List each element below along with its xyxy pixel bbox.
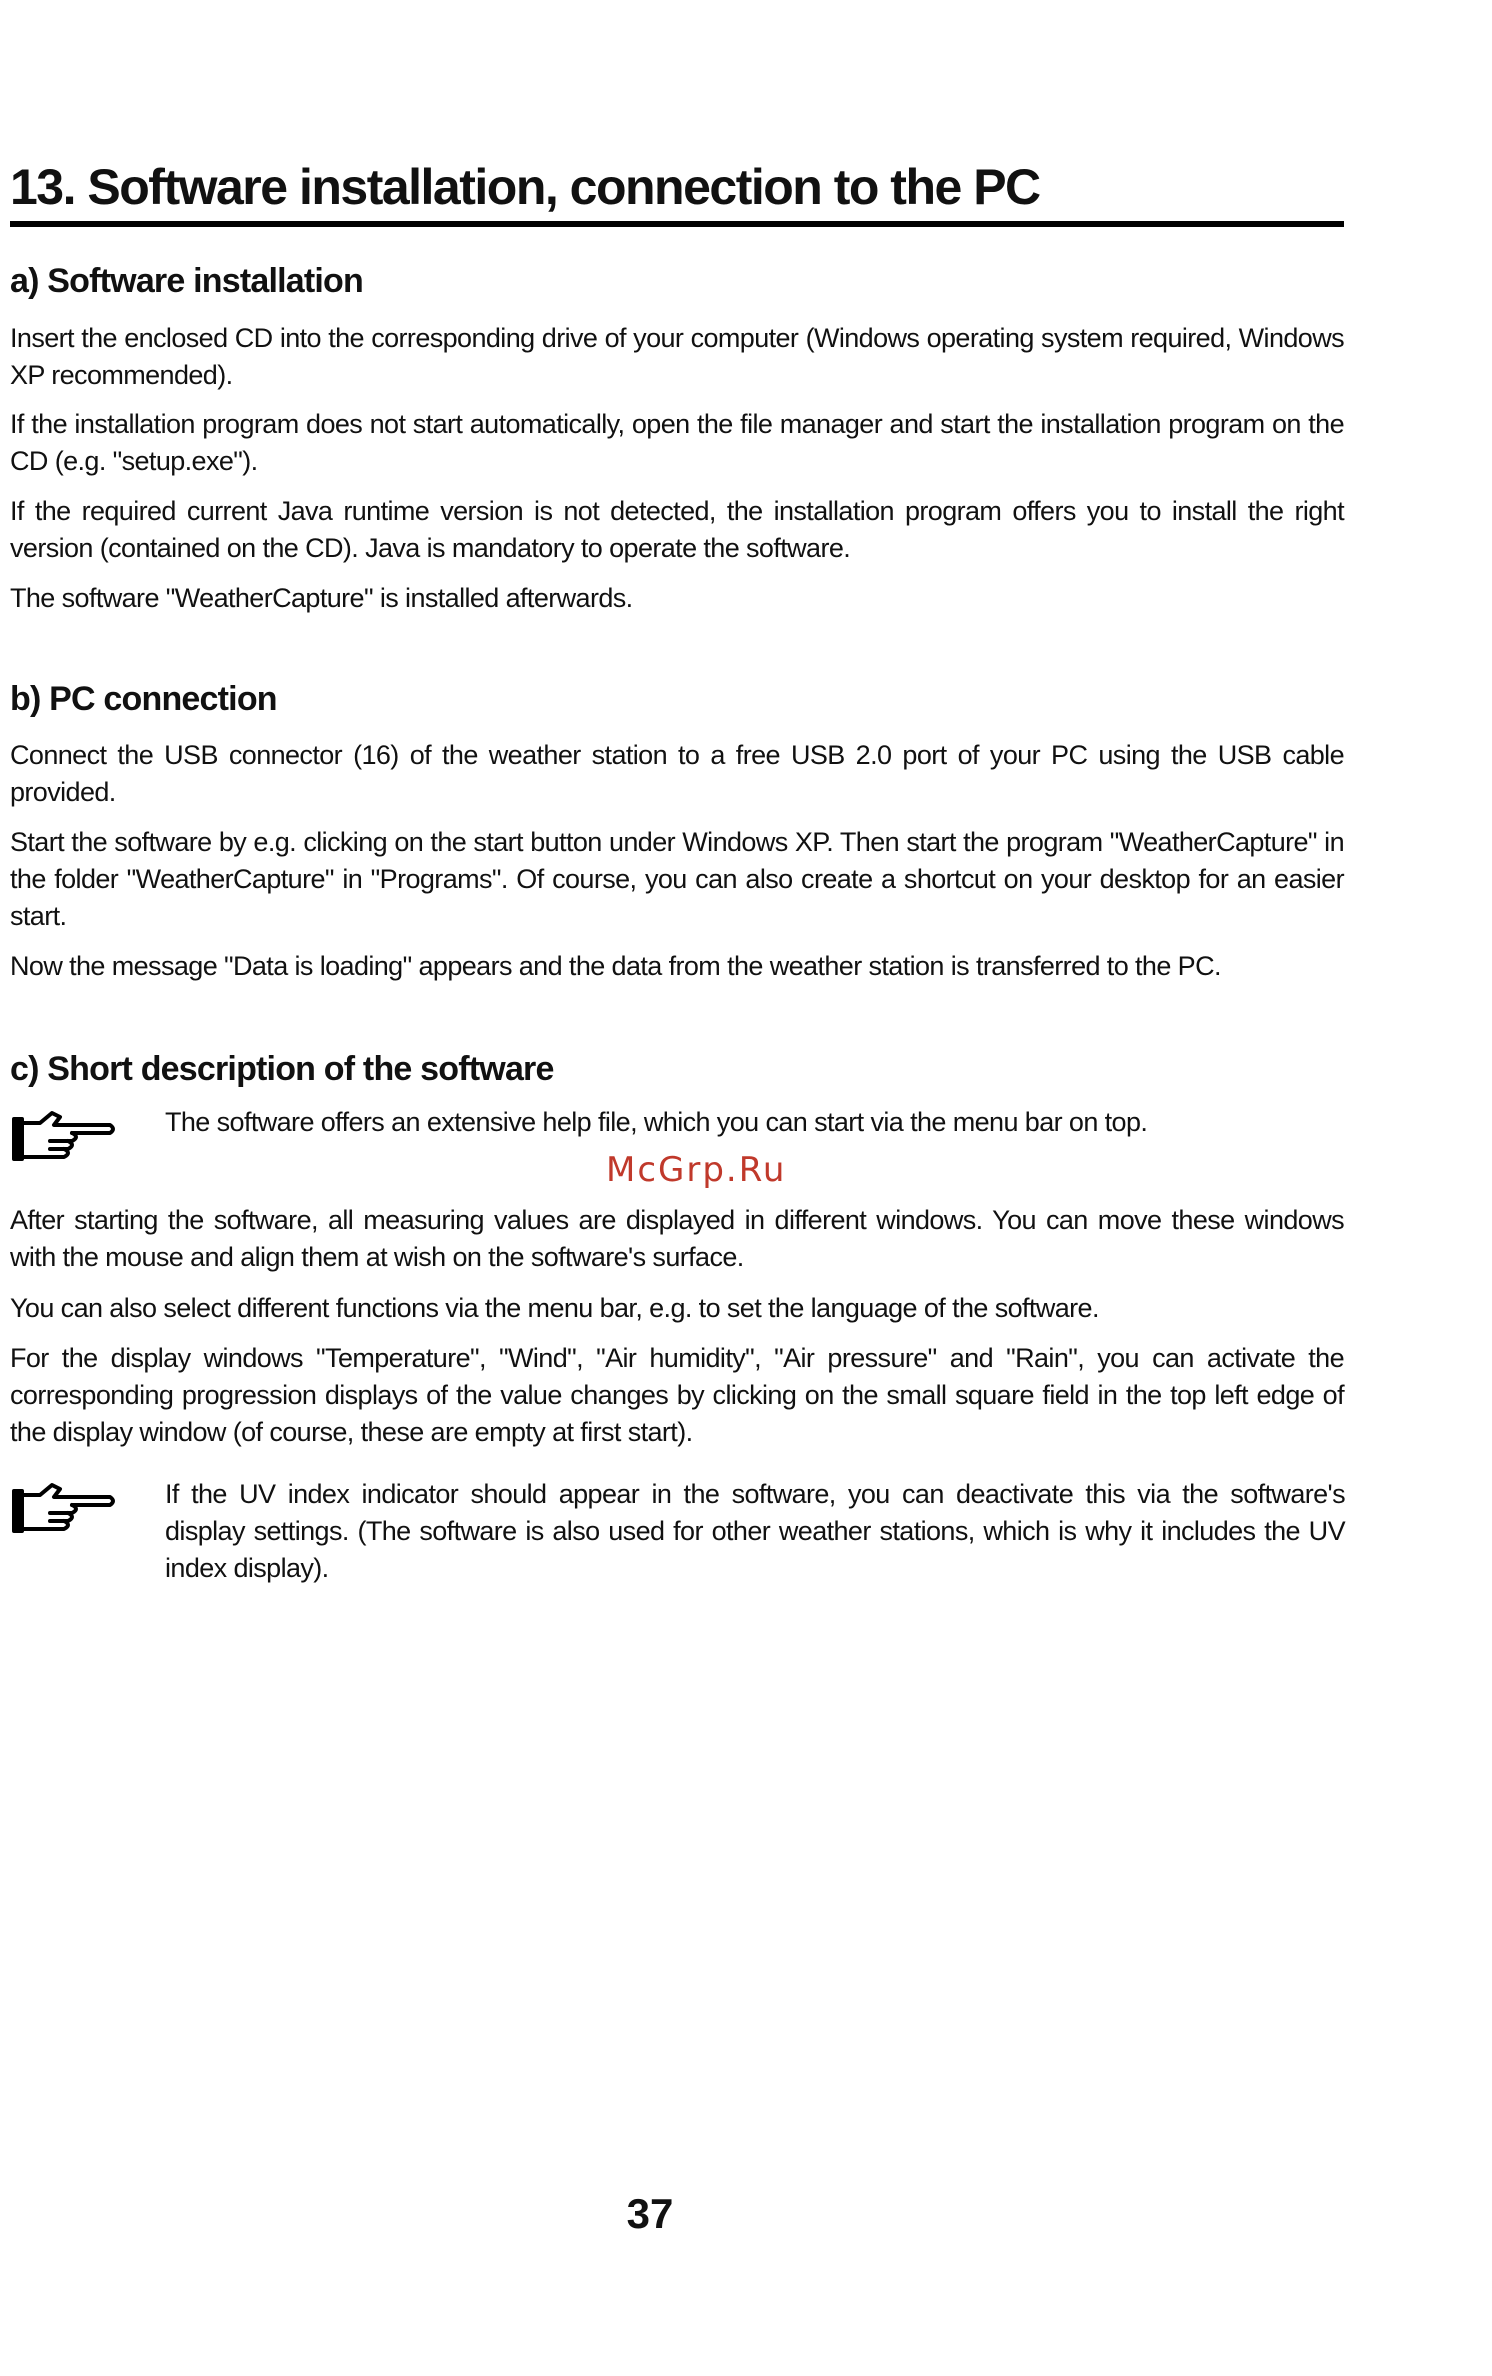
title-rule <box>10 221 1344 227</box>
section-c-paragraph: After starting the software, all measuring values are displayed in different windows. You can move these windows with the mouse and align them at wish on the software's surface. <box>10 1205 1344 1272</box>
section-a-paragraph: Insert the enclosed CD into the corresponding drive of your computer (Windows operating system required, Windows XP recommended). <box>10 323 1344 390</box>
page-number: 37 <box>626 2190 674 2237</box>
section-c-heading: c) Short description of the software <box>10 1050 554 1088</box>
pointing-hand-icon <box>10 1477 118 1537</box>
section-b-paragraph: Connect the USB connector (16) of the weather station to a free USB 2.0 port of your PC using the USB cable provided. <box>10 740 1344 807</box>
watermark: McGrp.Ru <box>606 1150 787 1190</box>
pointing-hand-icon <box>10 1105 118 1165</box>
section-c-paragraph: You can also select different functions via the menu bar, e.g. to set the language of the software. <box>10 1293 1099 1323</box>
note-help-file: The software offers an extensive help file, which you can start via the menu bar on top. <box>165 1107 1148 1137</box>
section-a-paragraph: If the required current Java runtime version is not detected, the installation program offers you to install the right version (contained on the CD). Java is mandatory to operate the software. <box>10 496 1344 563</box>
section-b-paragraph: Now the message "Data is loading" appears and the data from the weather station is transferred to the PC. <box>10 951 1221 981</box>
section-a-paragraph: The software "WeatherCapture" is installed afterwards. <box>10 583 633 613</box>
chapter-title: 13. Software installation, connection to the PC <box>10 159 1040 215</box>
section-c-paragraph: For the display windows "Temperature", "Wind", "Air humidity", "Air pressure" and "Rain", you can activate the corresponding progression displays of the value changes by clicking on the small square field in the top left edge of the display window (of course, these are empty at first start). <box>10 1343 1344 1447</box>
section-a-paragraph: If the installation program does not start automatically, open the file manager and start the installation program on the CD (e.g. "setup.exe"). <box>10 409 1344 476</box>
section-a-heading: a) Software installation <box>10 262 363 300</box>
note-uv-index: If the UV index indicator should appear in the software, you can deactivate this via the software's display settings. (The software is also used for other weather stations, which is why it includes the UV index display). <box>165 1479 1345 1583</box>
section-b-heading: b) PC connection <box>10 680 277 718</box>
section-b-paragraph: Start the software by e.g. clicking on the start button under Windows XP. Then start the program "WeatherCapture" in the folder "WeatherCapture" in "Programs". Of course, you can also create a shortcut on your desktop for an easier start. <box>10 827 1344 931</box>
